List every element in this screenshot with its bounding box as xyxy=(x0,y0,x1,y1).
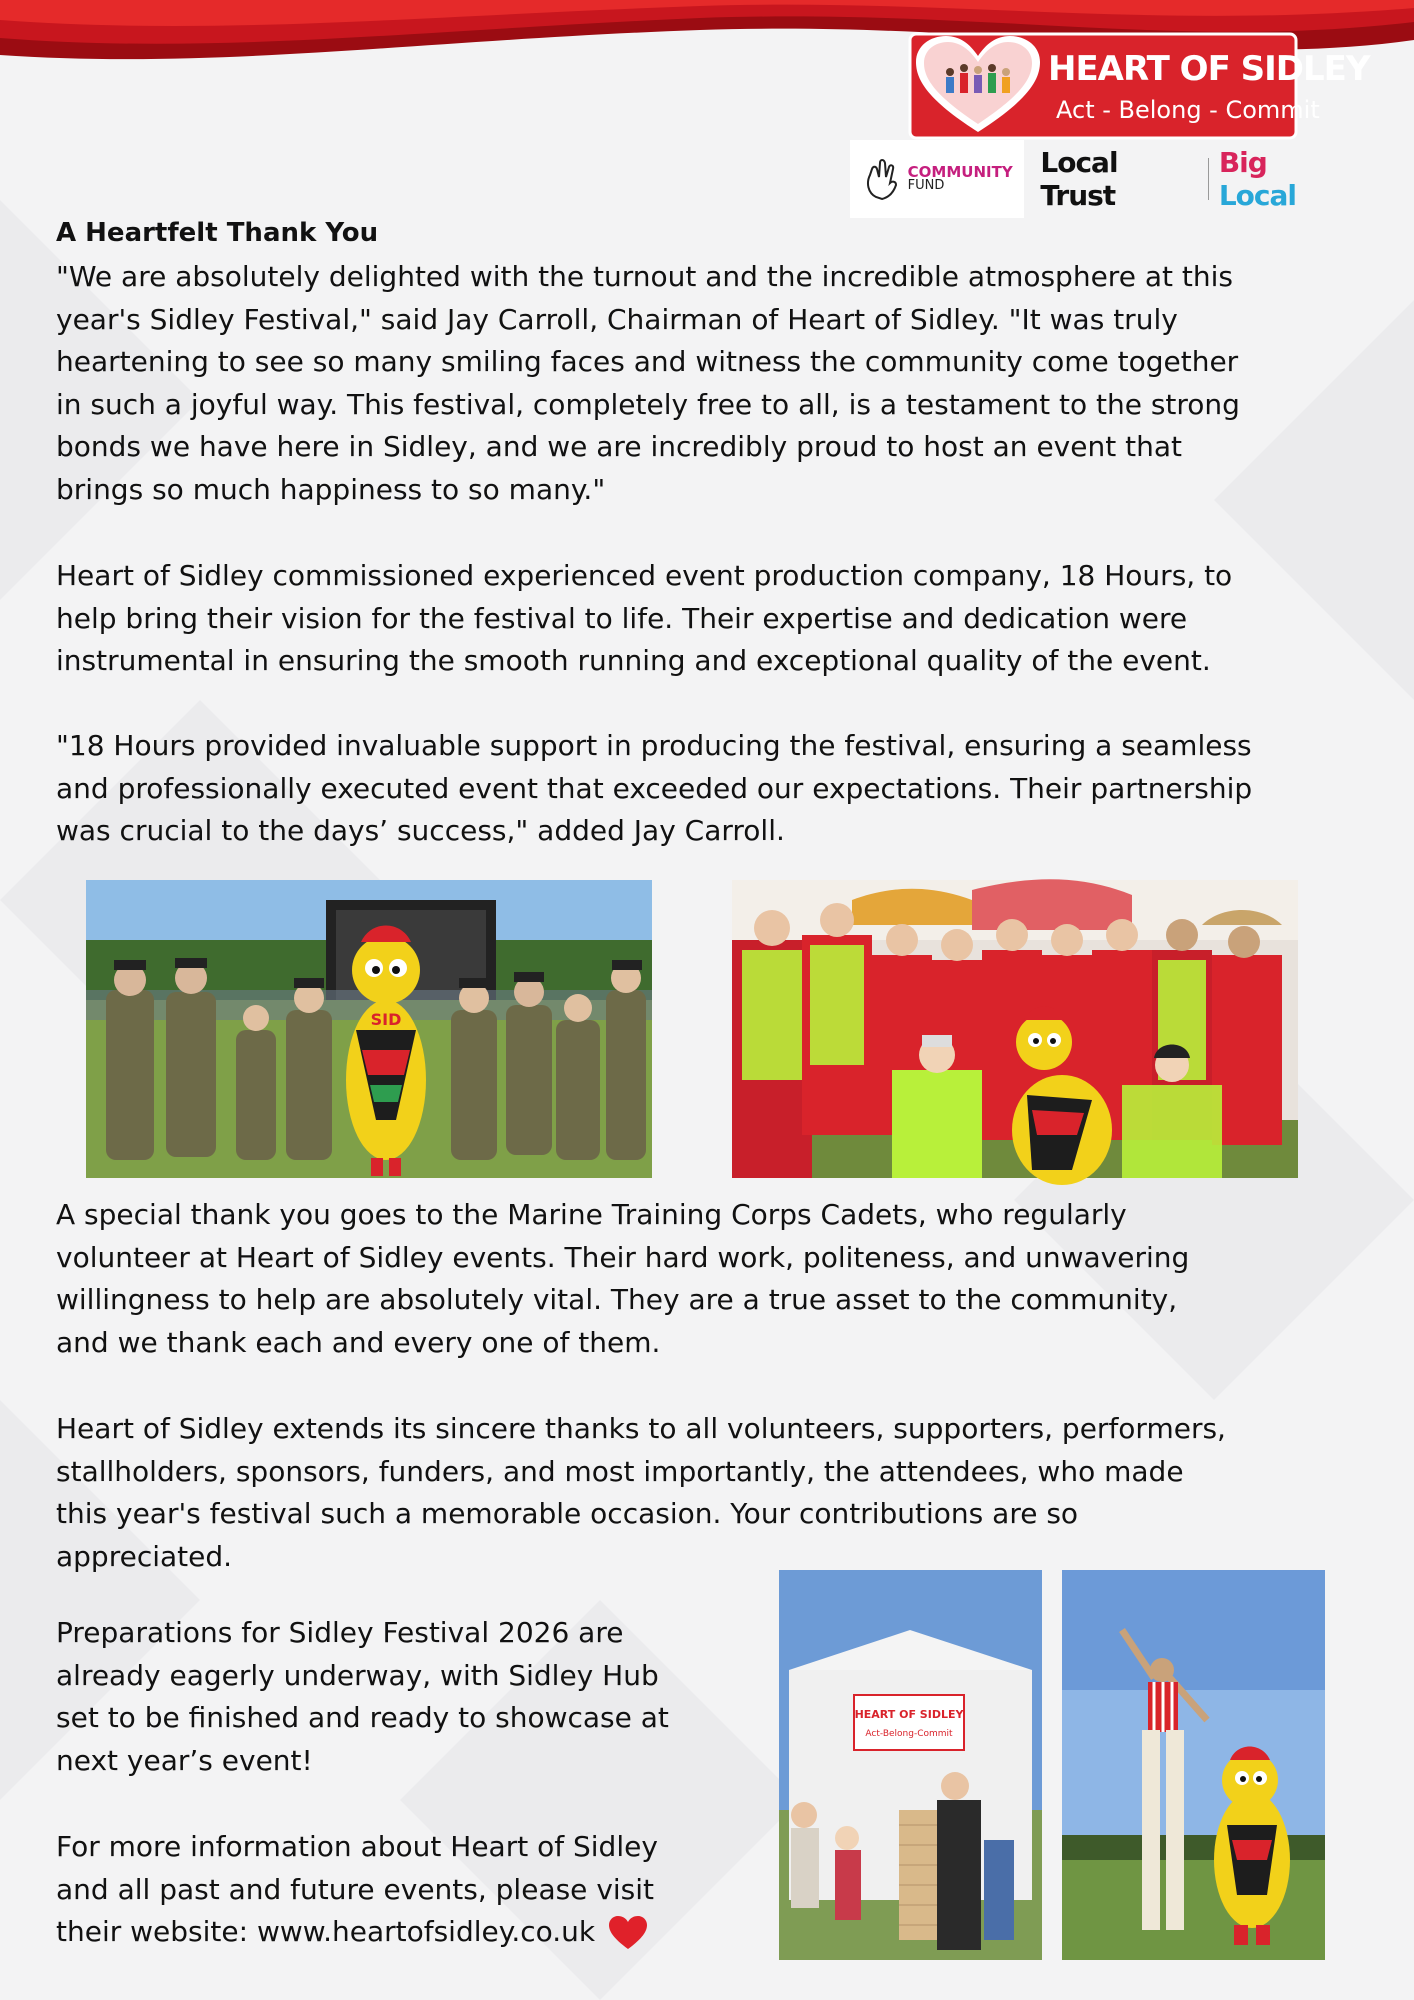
photo-volunteers-group xyxy=(732,880,1298,1178)
website-link[interactable]: their website: www.heartofsidley.co.uk xyxy=(56,1915,596,1948)
text-line: Heart of Sidley commissioned experienced event production company, 18 Hours, to xyxy=(56,559,1233,592)
text-line: in such a joyful way. This festival, completely free to all, is a testament to the strong xyxy=(56,387,1240,421)
text-line: A special thank you goes to the Marine Training Corps Cadets, who regularly xyxy=(56,1198,1127,1231)
text-line: year's Sidley Festival," said Jay Carroll, Chairman of Heart of Sidley. "It was truly xyxy=(56,302,1178,336)
heart-of-sidley-logo[interactable] xyxy=(908,32,1370,142)
local-trust-logo[interactable]: Local Trust xyxy=(1040,146,1118,212)
mascot-sash-text: SID xyxy=(370,1010,402,1029)
cadets-thanks-paragraph xyxy=(56,1194,1324,1364)
text-line: already eagerly underway, with Sidley Hub xyxy=(56,1658,659,1692)
text-line: this year's festival such a memorable occasion. Your contributions are so xyxy=(56,1497,1079,1530)
jenga-tower-icon xyxy=(899,1810,939,1940)
text-line: volunteer at Heart of Sidley events. Their hard work, politeness, and unwavering xyxy=(56,1240,1190,1274)
funder-divider xyxy=(1208,158,1209,200)
text-line: "We are absolutely delighted with the turnout and the incredible atmosphere at this xyxy=(56,260,1233,293)
text-line: instrumental in ensuring the smooth running and exceptional quality of the event. xyxy=(56,644,1211,677)
volunteers-thanks-paragraph xyxy=(56,1408,1324,1578)
photo-stilt-walker-mascot xyxy=(1062,1570,1325,1960)
text-line: heartening to see so many smiling faces and witness the community come together xyxy=(56,345,1239,378)
text-line: set to be finished and ready to showcase at xyxy=(56,1701,669,1734)
photo-gazebo-jenga xyxy=(779,1570,1042,1960)
text-line: For more information about Heart of Sidley xyxy=(56,1830,658,1863)
community-fund-logo[interactable] xyxy=(850,140,1024,218)
article-heading: A Heartfelt Thank You xyxy=(56,218,379,248)
text-line: stallholders, sponsors, funders, and most importantly, the attendees, who made xyxy=(56,1454,1184,1488)
photo-cadets-with-mascot xyxy=(86,880,652,1178)
text-line: next year’s event! xyxy=(56,1743,313,1777)
gazebo-banner-sub: Act-Belong-Commit xyxy=(865,1729,953,1739)
partnership-quote-paragraph xyxy=(56,725,1362,853)
text-line: Preparations for Sidley Festival 2026 are xyxy=(56,1616,624,1649)
eighteen-hours-paragraph xyxy=(56,555,1362,683)
logo-tagline: Act - Belong - Commit xyxy=(1056,96,1320,124)
website-line xyxy=(56,1911,758,1954)
text-line: and we thank each and every one of them. xyxy=(56,1325,661,1359)
text-line: bonds we have here in Sidley, and we are incredibly proud to host an event that xyxy=(56,430,1182,463)
text-line: and all past and future events, please visit xyxy=(56,1872,655,1906)
heart-icon xyxy=(607,1915,649,1951)
text-line: appreciated. xyxy=(56,1539,233,1573)
big-local-big: Big xyxy=(1218,146,1267,179)
big-local-logo[interactable] xyxy=(1219,146,1350,212)
text-line: willingness to help are absolutely vital. They are a true asset to the community, xyxy=(56,1283,1178,1316)
community-fund-line1: COMMUNITY xyxy=(907,163,1013,181)
community-fund-line2: FUND xyxy=(907,178,945,193)
text-line: brings so much happiness to so many." xyxy=(56,472,606,506)
more-info-paragraph xyxy=(56,1826,758,1954)
text-line: "18 Hours provided invaluable support in producing the festival, ensuring a seamless xyxy=(56,729,1252,762)
text-line: help bring their vision for the festival to life. Their expertise and dedication were xyxy=(56,601,1188,635)
quote-paragraph-1 xyxy=(56,256,1362,511)
big-local-local: Local xyxy=(1218,179,1296,212)
preparations-paragraph xyxy=(56,1612,758,1782)
text-line: Heart of Sidley extends its sincere thanks to all volunteers, supporters, performers, xyxy=(56,1412,1226,1445)
text-line: and professionally executed event that exceeded our expectations. Their partnership xyxy=(56,771,1253,805)
logo-title: HEART OF SIDLEY xyxy=(1048,49,1370,89)
gazebo-banner-title: HEART OF SIDLEY xyxy=(854,1708,964,1721)
text-line: was crucial to the days’ success," added Jay Carroll. xyxy=(56,814,785,847)
crossed-fingers-icon xyxy=(862,157,902,201)
funder-logos xyxy=(850,140,1350,218)
